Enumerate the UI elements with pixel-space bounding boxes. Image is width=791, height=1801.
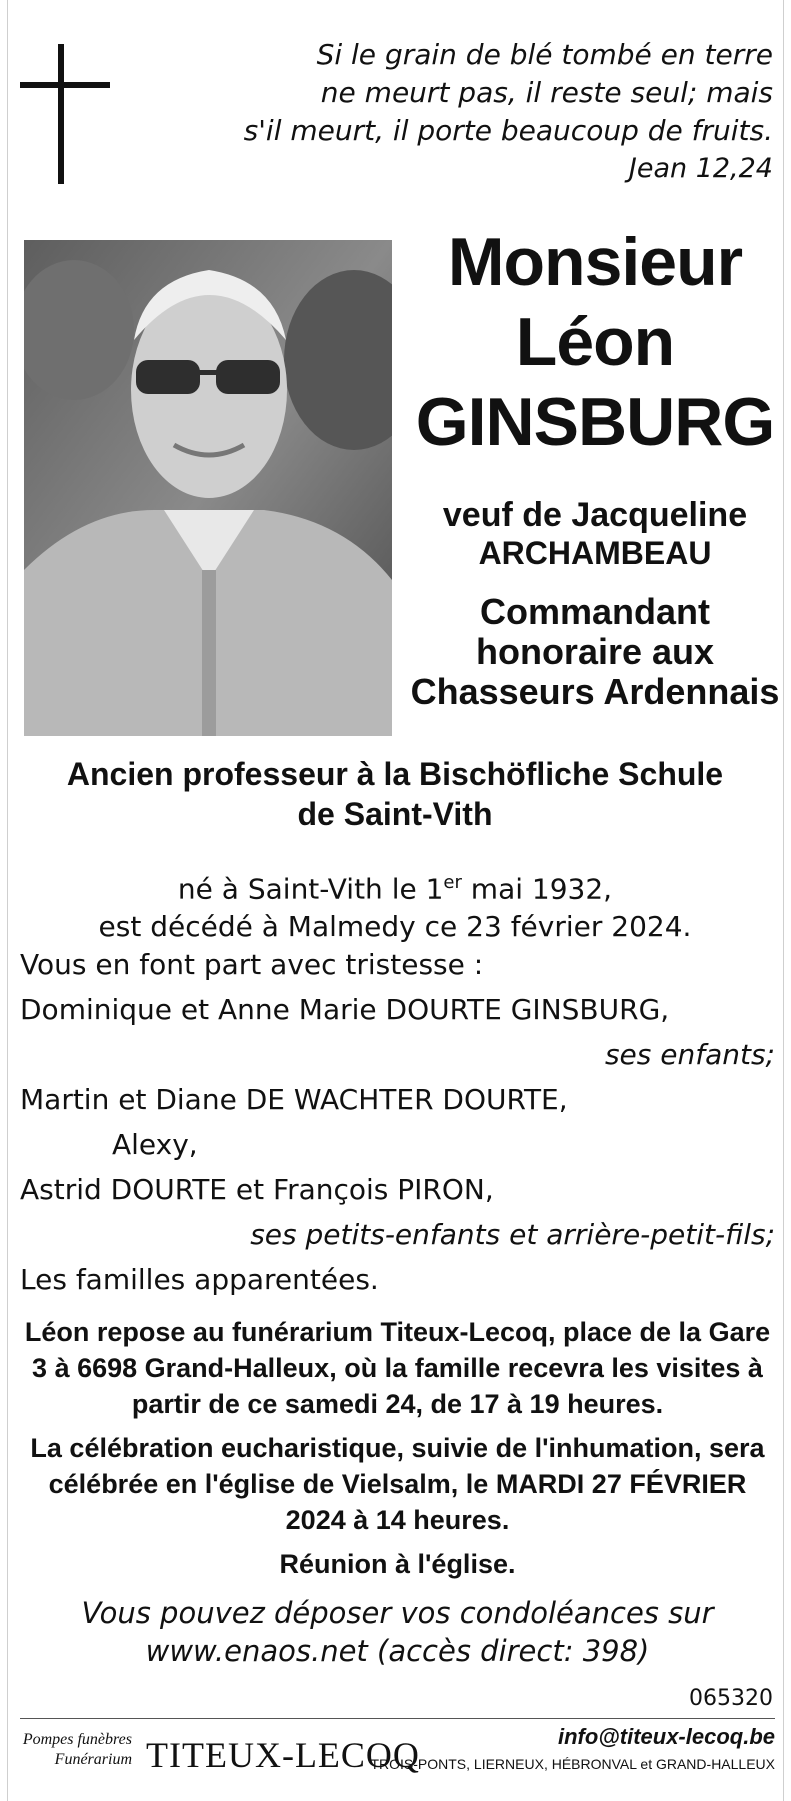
portrait-photo	[24, 240, 392, 736]
funeral-home-brand: TITEUX-LECOQ	[146, 1735, 420, 1775]
funeral-home-type	[20, 1730, 132, 1770]
locations: TROIS-PONTS, LIERNEUX, HÉBRONVAL et GRAND-HALLEUX	[370, 1756, 775, 1772]
meeting-info: Réunion à l'église.	[279, 1549, 516, 1579]
family-block	[20, 942, 775, 1302]
family-grandchildren-label: ses petits-enfants et arrière-petit-fils;	[250, 1218, 775, 1251]
family-great-grandchild: Alexy,	[112, 1128, 198, 1161]
birth-sup: er	[443, 872, 462, 893]
family-intro: Vous en font part avec tristesse :	[20, 948, 484, 981]
birth-prefix: né à Saint-Vith le 1	[177, 872, 444, 906]
birth-suffix: mai 1932,	[461, 872, 613, 906]
pf-line: Pompes funèbres	[22, 1731, 132, 1748]
family-children: Dominique et Anne Marie DOURTE GINSBURG,	[20, 993, 670, 1026]
quote-reference: Jean 12,24	[628, 153, 773, 184]
contact-email[interactable]: info@titeux-lecoq.be	[557, 1724, 775, 1749]
birth-line	[20, 864, 770, 908]
bible-quote	[213, 36, 773, 188]
quote-line: s'il meurt, il porte beaucoup de fruits.	[243, 114, 773, 147]
quote-line: ne meurt pas, il reste seul; mais	[320, 76, 773, 109]
widow-block	[400, 496, 790, 572]
rank-line: Chasseurs Ardennais	[410, 671, 780, 712]
condolences-link[interactable]: www.enaos.net (accès direct: 398)	[145, 1634, 650, 1668]
former-line: Ancien professeur à la Bischöfliche Schule	[66, 756, 724, 792]
death-line: est décédé à Malmedy ce 23 février 2024.	[98, 910, 692, 944]
footer	[20, 1722, 775, 1782]
condolences-line: Vous pouvez déposer vos condoléances sur	[81, 1596, 714, 1630]
family-grandchild: Astrid DOURTE et François PIRON,	[20, 1173, 494, 1206]
pf-line: Funérarium	[54, 1751, 132, 1768]
ceremony-details: La célébration eucharistique, suivie de l'inhumation, sera célébrée en l'église de Vielsalm, le MARDI 27 FÉVRIER 2024 à 14 heures.	[30, 1433, 765, 1535]
widow-surname: ARCHAMBEAU	[478, 535, 712, 571]
dates-block	[20, 864, 770, 946]
deceased-first-name: Léon	[515, 304, 675, 380]
former-position	[20, 754, 770, 834]
ceremony-info	[20, 1314, 775, 1590]
condolences	[20, 1594, 775, 1670]
family-children-label: ses enfants;	[604, 1038, 775, 1071]
quote-line: Si le grain de blé tombé en terre	[316, 38, 773, 71]
family-grandchild: Martin et Diane DE WACHTER DOURTE,	[20, 1083, 568, 1116]
former-line: de Saint-Vith	[297, 796, 493, 832]
rank-block	[400, 592, 790, 712]
cross-icon	[20, 44, 110, 184]
footer-divider	[20, 1718, 775, 1719]
deceased-name	[400, 222, 790, 462]
deceased-title: Monsieur	[447, 224, 743, 300]
reference-number: 065320	[689, 1686, 773, 1711]
family-relatives: Les familles apparentées.	[20, 1263, 379, 1296]
widow-line: veuf de Jacqueline	[442, 496, 748, 534]
rank-line: Commandant	[479, 591, 710, 632]
rest-info: Léon repose au funérarium Titeux-Lecoq, place de la Gare 3 à 6698 Grand-Halleux, où la famille recevra les visites à partir de ce samedi 24, de 17 à 19 heures.	[24, 1317, 771, 1419]
deceased-last-name: GINSBURG	[415, 384, 775, 460]
rank-line: honoraire aux	[475, 631, 715, 672]
